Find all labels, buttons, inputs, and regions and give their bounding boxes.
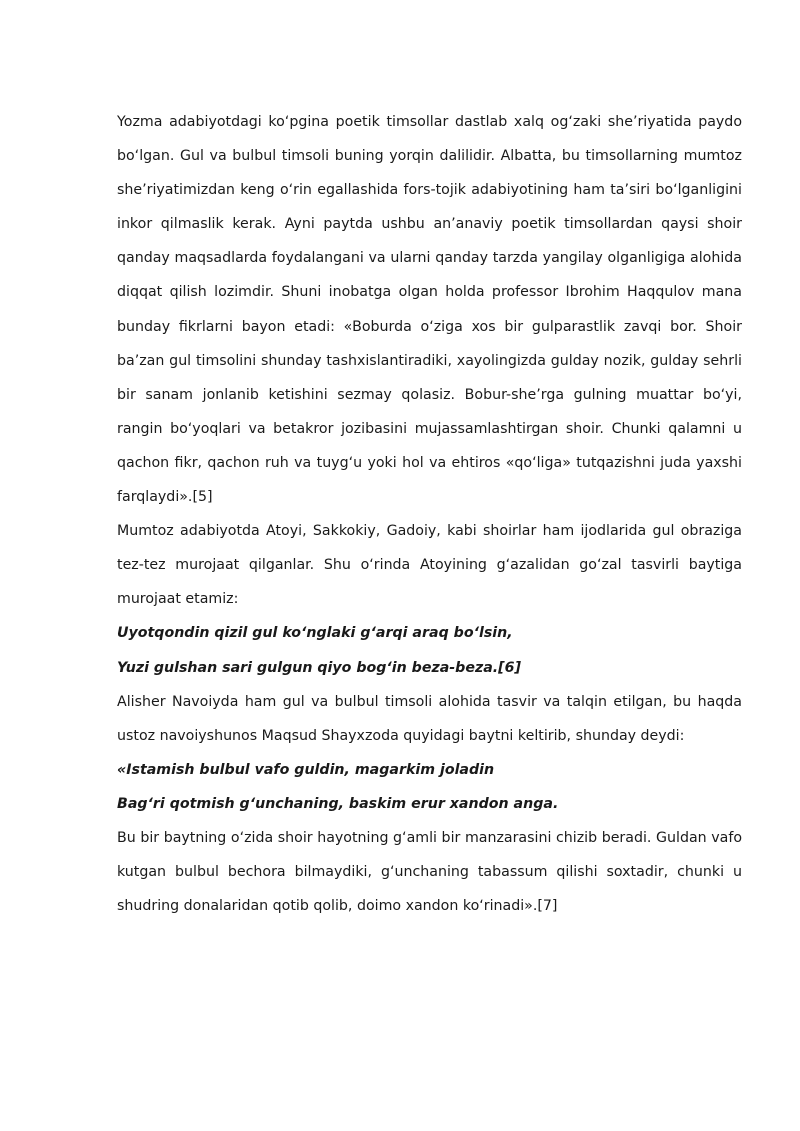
verse-line: «Istamish bulbul vafo guldin, magarkim joladin <box>117 761 495 778</box>
paragraph: Mumtoz adabiyotda Atoyi, Sakkokiy, Gadoiy, kabi shoirlar ham ijodlarida gul obraziga tez-tez murojaat qilganlar. Shu o‘rinda Atoyining g‘azalidan go‘zal tasvirli baytiga murojaat etamiz: <box>117 523 742 608</box>
verse-line: Uyotqondin qizil gul ko‘nglaki g‘arqi araq bo‘lsin, <box>117 625 513 642</box>
verse-line: Bag‘ri qotmish g‘unchaning, baskim erur xandon anga. <box>117 795 559 812</box>
paragraph: Yozma adabiyotdagi ko‘pgina poetik timsollar dastlab xalq og‘zaki she’riyatida paydo bo‘lgan. Gul va bulbul timsoli buning yorqin dalilidir. Albatta, bu timsollarning mumtoz she’riyatimizdan keng o‘rin egallashida fors-tojik adabiyotining ham ta’siri bo‘lganligini inkor qilmaslik kerak. Ayni paytda ushbu an’anaviy poetik timsollardan qaysi shoir qanday maqsadlarda foydalangani va ularni qanday tarzda yangilay olganligiga alohida diqqat qilish lozimdir. Shuni inobatga olgan holda professor Ibrohim Haqqulov mana bunday fikrlarni bayon etadi: «Boburda o‘ziga xos bir gulparastlik zavqi bor. Shoir ba’zan gul timsolini shunday tashxislantiradiki, xayolingizda gulday nozik, gulday sehrli bir sanam jonlanib ketishini sezmay qolasiz. Bobur-she’rga gulning muattar bo‘yi, rangin bo‘yoqlari va betakror jozibasini mujassamlashtirgan shoir. Chunki qalamni u qachon fikr, qachon ruh va tuyg‘u yoki hol va ehtiros «qo‘liga» tutqazishni juda yaxshi farqlaydi».[5] <box>117 114 742 506</box>
document-page <box>117 105 742 923</box>
paragraph: Bu bir baytning o‘zida shoir hayotning g‘amli bir manzarasini chizib beradi. Guldan vafo kutgan bulbul bechora bilmaydiki, g‘unchaning tabassum qilishi soxtadir, chunki u shudring donalaridan qotib qolib, doimo xandon ko‘rinadi».[7] <box>117 829 742 915</box>
verse-line: Yuzi gulshan sari gulgun qiyo bog‘in beza-beza.[6] <box>117 659 522 676</box>
paragraph: Alisher Navoiyda ham gul va bulbul timsoli alohida tasvir va talqin etilgan, bu haqda ustoz navoiyshunos Maqsud Shayxzoda quyidagi baytni keltirib, shunday deydi: <box>117 693 742 744</box>
